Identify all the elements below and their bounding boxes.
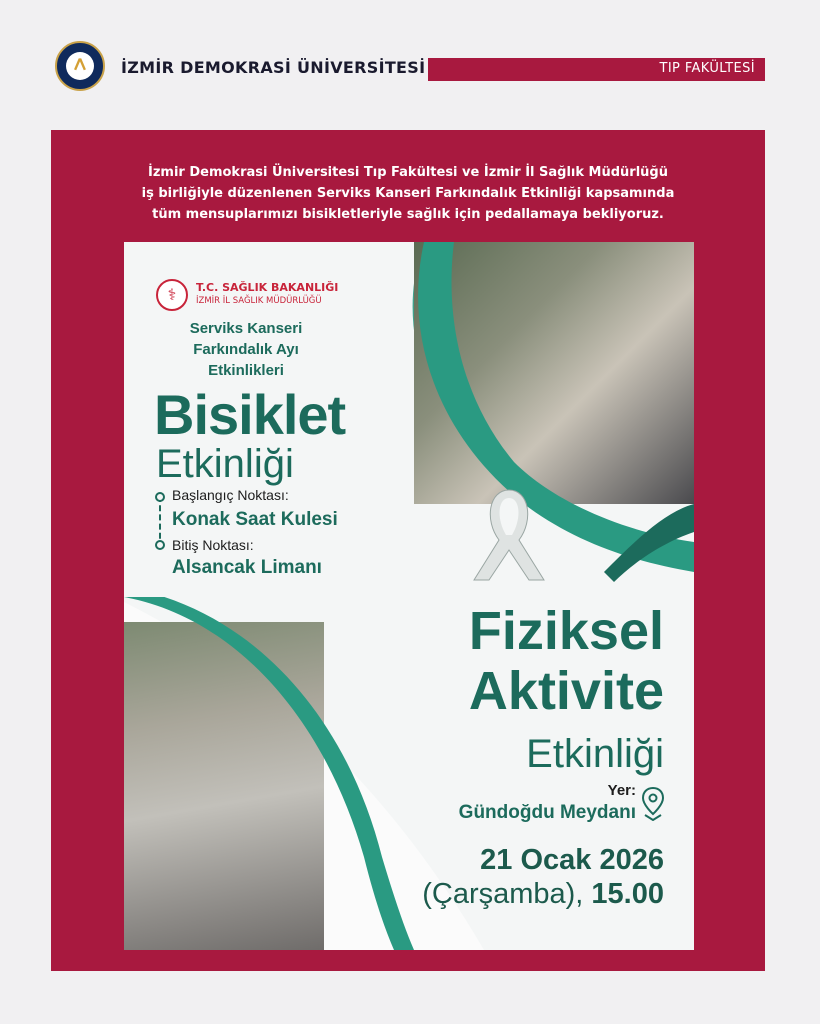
start-location: Konak Saat Kulesi (172, 509, 338, 530)
place-name: Gündoğdu Meydanı (458, 802, 636, 823)
health-ministry-emblem-icon (156, 279, 188, 311)
event-series-line: Etkinlikleri (208, 362, 284, 379)
place-label: Yer: (607, 782, 636, 799)
intro-text (51, 162, 765, 225)
intro-line: İzmir Demokrasi Üniversitesi Tıp Fakültesi ve İzmir İl Sağlık Müdürlüğü (148, 165, 668, 180)
activity-title-line2: Aktivite (468, 661, 664, 721)
end-label: Bitiş Noktası: (172, 537, 254, 553)
event-poster (124, 242, 694, 950)
event-day-time (422, 878, 664, 911)
event-date: 21 Ocak 2026 (480, 844, 664, 876)
ministry-name: T.C. SAĞLIK BAKANLIĞI (196, 281, 339, 294)
intro-line: iş birliğiyle düzenlenen Serviks Kanseri Farkındalık Etkinliği kapsamında (141, 186, 675, 201)
location-pin-icon (642, 787, 664, 821)
event-time: 15.00 (591, 878, 664, 910)
end-marker-icon (155, 540, 165, 550)
university-name: İZMİR DEMOKRASİ ÜNİVERSİTESİ (121, 58, 426, 77)
university-seal-icon: 𐌡 (73, 55, 87, 74)
activity-title-line1: Fiziksel (468, 601, 664, 661)
event-day: (Çarşamba), (422, 878, 592, 910)
event-series-line: Serviks Kanseri (189, 320, 303, 337)
event-series-line: Farkındalık Ayı (193, 341, 299, 358)
university-logo (55, 41, 105, 91)
start-label: Başlangıç Noktası: (172, 487, 289, 503)
event-series (156, 318, 336, 381)
activity-subtitle: Etkinliği (526, 732, 664, 776)
end-location: Alsancak Limanı (172, 557, 322, 578)
faculty-banner (428, 58, 765, 81)
faculty-name: TIP FAKÜLTESİ (659, 61, 755, 76)
intro-line: tüm mensuplarımızı bisikletleriyle sağlık için pedallamaya bekliyoruz. (152, 207, 664, 222)
start-marker-icon (155, 492, 165, 502)
awareness-ribbon-icon (454, 480, 564, 590)
cycling-title: Bisiklet (154, 383, 346, 446)
directorate-name: İZMİR İL SAĞLIK MÜDÜRLÜĞÜ (196, 296, 322, 306)
cycling-subtitle: Etkinliği (156, 442, 294, 486)
teal-wave-bottom (124, 597, 424, 950)
